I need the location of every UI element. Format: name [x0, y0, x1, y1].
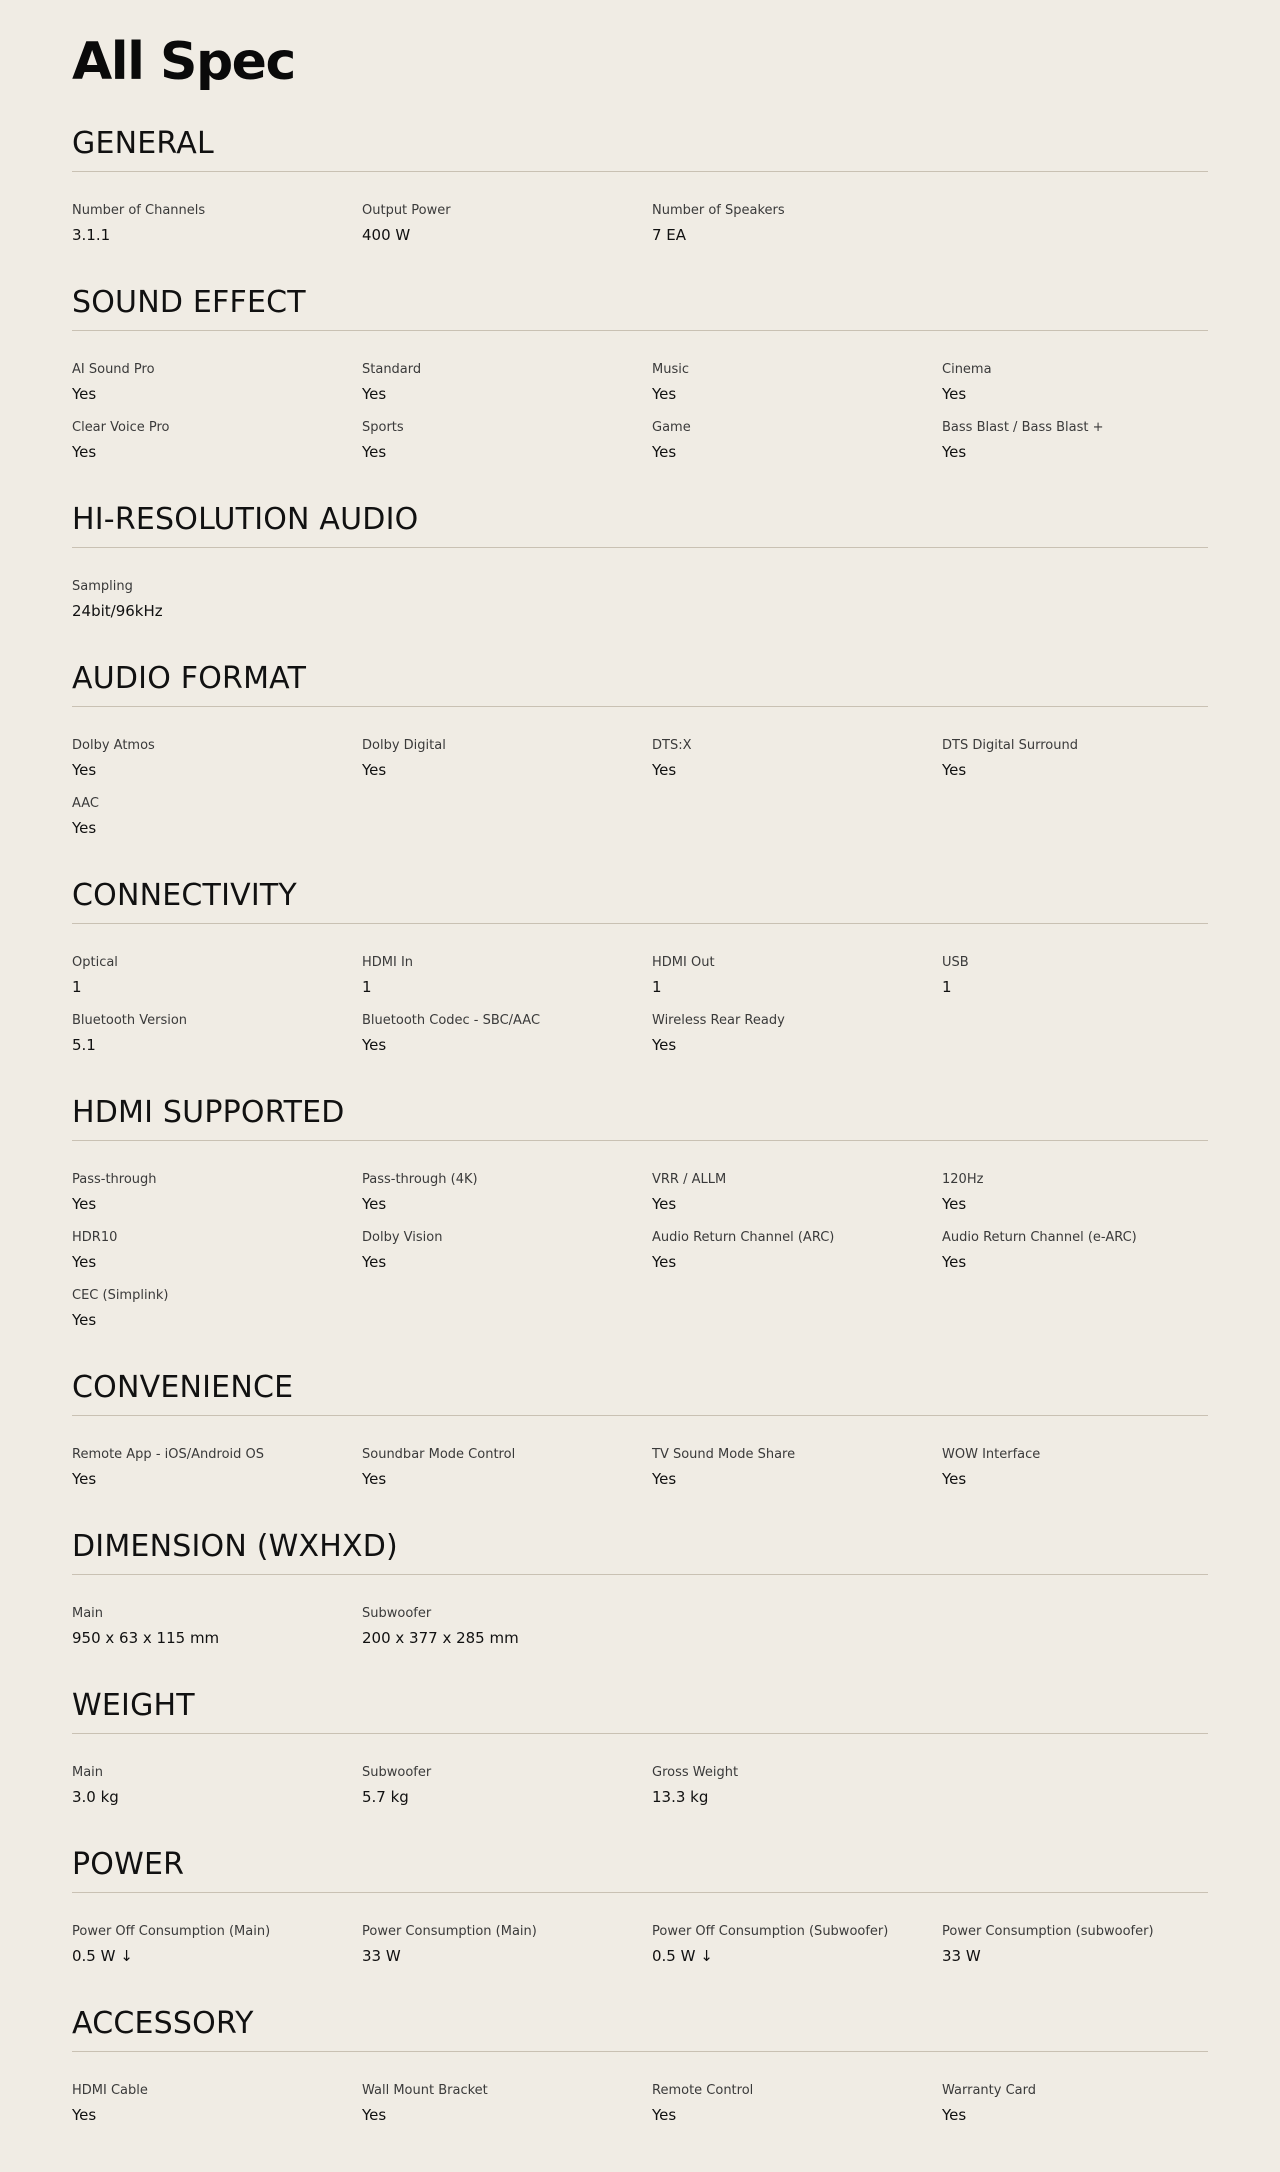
spec-value: Yes	[942, 1195, 967, 1213]
spec-value: Yes	[652, 1036, 677, 1054]
section-heading: CONNECTIVITY	[72, 878, 297, 913]
spec-value: 33 W	[942, 1947, 981, 1965]
spec-value: Yes	[652, 1253, 677, 1271]
spec-value: Yes	[942, 1253, 967, 1271]
spec-value: 400 W	[362, 226, 411, 244]
spec-label: Audio Return Channel (ARC)	[652, 1230, 835, 1245]
spec-value: Yes	[72, 2106, 97, 2124]
spec-value: Yes	[72, 1253, 97, 1271]
spec-item-audio-return-channel-e-arc	[942, 1230, 1222, 1271]
spec-item-wow-interface	[942, 1447, 1222, 1488]
spec-value: Yes	[652, 761, 677, 779]
spec-item-subwoofer	[362, 1765, 642, 1806]
section-heading: DIMENSION (WXHXD)	[72, 1529, 398, 1564]
spec-item-hdr10	[72, 1230, 352, 1271]
spec-item-bluetooth-version	[72, 1013, 352, 1054]
spec-value: Yes	[652, 385, 677, 403]
spec-label: HDMI In	[362, 955, 414, 970]
spec-label: Standard	[362, 362, 422, 377]
spec-value: Yes	[942, 385, 967, 403]
spec-label: Cinema	[942, 362, 992, 377]
spec-value: 0.5 W ↓	[652, 1947, 713, 1965]
spec-item-tv-sound-mode-share	[652, 1447, 932, 1488]
spec-item-optical	[72, 955, 352, 996]
spec-value: Yes	[72, 443, 97, 461]
section-heading: POWER	[72, 1847, 185, 1882]
spec-value: 1	[362, 978, 372, 996]
spec-value: Yes	[362, 2106, 387, 2124]
spec-label: Bass Blast / Bass Blast +	[942, 420, 1104, 435]
spec-label: Sampling	[72, 579, 133, 594]
spec-item-dts-digital-surround	[942, 738, 1222, 779]
section-divider	[72, 706, 1208, 707]
spec-value: 0.5 W ↓	[72, 1947, 133, 1965]
spec-label: Game	[652, 420, 691, 435]
section-divider	[72, 1733, 1208, 1734]
spec-value: Yes	[362, 1470, 387, 1488]
spec-item-wall-mount-bracket	[362, 2083, 642, 2124]
spec-item-game	[652, 420, 932, 461]
section-divider	[72, 1892, 1208, 1893]
spec-label: Bluetooth Version	[72, 1013, 188, 1028]
spec-label: VRR / ALLM	[652, 1172, 727, 1187]
spec-label: Power Off Consumption (Main)	[72, 1924, 271, 1939]
spec-label: Music	[652, 362, 689, 377]
spec-value: 13.3 kg	[652, 1788, 709, 1806]
spec-value: Yes	[942, 2106, 967, 2124]
spec-item-pass-through-4k	[362, 1172, 642, 1213]
spec-value: Yes	[72, 819, 97, 837]
spec-value: 7 EA	[652, 226, 687, 244]
section-divider	[72, 1415, 1208, 1416]
spec-item-usb	[942, 955, 1222, 996]
spec-item-wireless-rear-ready	[652, 1013, 932, 1054]
spec-label: WOW Interface	[942, 1447, 1041, 1462]
spec-value: 200 x 377 x 285 mm	[362, 1629, 519, 1647]
spec-label: Power Consumption (Main)	[362, 1924, 537, 1939]
spec-value: Yes	[942, 761, 967, 779]
spec-value: Yes	[362, 761, 387, 779]
section-heading: WEIGHT	[72, 1688, 195, 1723]
spec-item-remote-app-ios-android-os	[72, 1447, 352, 1488]
spec-label: DTS Digital Surround	[942, 738, 1078, 753]
spec-label: Main	[72, 1765, 104, 1780]
spec-value: 33 W	[362, 1947, 401, 1965]
spec-label: Remote App - iOS/Android OS	[72, 1447, 264, 1462]
spec-label: Sports	[362, 420, 404, 435]
spec-item-ai-sound-pro	[72, 362, 352, 403]
spec-label: Remote Control	[652, 2083, 754, 2098]
spec-item-vrr-allm	[652, 1172, 932, 1213]
spec-label: Output Power	[362, 203, 451, 218]
spec-item-output-power	[362, 203, 642, 244]
spec-value: Yes	[942, 1470, 967, 1488]
spec-label: Number of Speakers	[652, 203, 785, 218]
spec-value: Yes	[72, 1311, 97, 1329]
spec-label: Soundbar Mode Control	[362, 1447, 516, 1462]
spec-item-pass-through	[72, 1172, 352, 1213]
spec-item-main	[72, 1606, 352, 1647]
spec-item-number-of-speakers	[652, 203, 932, 244]
spec-value: Yes	[72, 385, 97, 403]
spec-label: Dolby Digital	[362, 738, 446, 753]
section-divider	[72, 923, 1208, 924]
spec-value: Yes	[652, 1470, 677, 1488]
spec-label: AI Sound Pro	[72, 362, 155, 377]
spec-item-power-consumption-subwoofer	[942, 1924, 1222, 1965]
spec-item-sampling	[72, 579, 352, 620]
section-divider	[72, 330, 1208, 331]
spec-value: Yes	[942, 443, 967, 461]
section-heading: ACCESSORY	[72, 2006, 254, 2041]
section-heading: SOUND EFFECT	[72, 285, 306, 320]
spec-item-remote-control	[652, 2083, 932, 2124]
spec-value: 950 x 63 x 115 mm	[72, 1629, 220, 1647]
spec-label: HDR10	[72, 1230, 118, 1245]
spec-label: Pass-through (4K)	[362, 1172, 478, 1187]
spec-value: 3.0 kg	[72, 1788, 119, 1806]
spec-item-dolby-atmos	[72, 738, 352, 779]
spec-item-power-consumption-main	[362, 1924, 642, 1965]
spec-label: USB	[942, 955, 969, 970]
spec-item-number-of-channels	[72, 203, 352, 244]
spec-item-dts-x	[652, 738, 932, 779]
page-title: All Spec	[72, 32, 295, 92]
spec-label: Wall Mount Bracket	[362, 2083, 488, 2098]
spec-label: Bluetooth Codec - SBC/AAC	[362, 1013, 541, 1028]
spec-label: Subwoofer	[362, 1606, 432, 1621]
spec-label: Power Consumption (subwoofer)	[942, 1924, 1154, 1939]
spec-value: 24bit/96kHz	[72, 602, 163, 620]
spec-value: Yes	[362, 385, 387, 403]
spec-item-main	[72, 1765, 352, 1806]
spec-label: 120Hz	[942, 1172, 984, 1187]
section-divider	[72, 1574, 1208, 1575]
spec-label: TV Sound Mode Share	[652, 1447, 796, 1462]
spec-item-music	[652, 362, 932, 403]
section-divider	[72, 547, 1208, 548]
spec-item-hdmi-cable	[72, 2083, 352, 2124]
spec-item-hdmi-out	[652, 955, 932, 996]
spec-label: DTS:X	[652, 738, 692, 753]
spec-item-hdmi-in	[362, 955, 642, 996]
spec-item-clear-voice-pro	[72, 420, 352, 461]
spec-value: Yes	[72, 1195, 97, 1213]
spec-value: Yes	[72, 761, 97, 779]
spec-label: Dolby Vision	[362, 1230, 443, 1245]
spec-item-power-off-consumption-subwoofer	[652, 1924, 932, 1965]
spec-value: 1	[942, 978, 952, 996]
spec-value: 1	[72, 978, 82, 996]
spec-label: Optical	[72, 955, 118, 970]
spec-label: Dolby Atmos	[72, 738, 155, 753]
spec-item-sports	[362, 420, 642, 461]
spec-label: AAC	[72, 796, 99, 811]
spec-label: Main	[72, 1606, 104, 1621]
section-heading: AUDIO FORMAT	[72, 661, 307, 696]
spec-value: 5.7 kg	[362, 1788, 409, 1806]
spec-value: 1	[652, 978, 662, 996]
spec-item-cinema	[942, 362, 1222, 403]
spec-item-cec-simplink	[72, 1288, 352, 1329]
section-divider	[72, 171, 1208, 172]
section-divider	[72, 1140, 1208, 1141]
spec-item-power-off-consumption-main	[72, 1924, 352, 1965]
spec-value: Yes	[652, 443, 677, 461]
spec-label: Clear Voice Pro	[72, 420, 170, 435]
spec-item-subwoofer	[362, 1606, 642, 1647]
spec-label: Wireless Rear Ready	[652, 1013, 785, 1028]
section-divider	[72, 2051, 1208, 2052]
spec-label: CEC (Simplink)	[72, 1288, 169, 1303]
spec-value: Yes	[362, 1195, 387, 1213]
spec-label: Warranty Card	[942, 2083, 1036, 2098]
section-heading: GENERAL	[72, 126, 214, 161]
spec-value: Yes	[72, 1470, 97, 1488]
spec-label: Number of Channels	[72, 203, 206, 218]
spec-item-dolby-digital	[362, 738, 642, 779]
spec-item-standard	[362, 362, 642, 403]
spec-label: Power Off Consumption (Subwoofer)	[652, 1924, 889, 1939]
spec-value: Yes	[652, 2106, 677, 2124]
spec-item-bass-blast-bass-blast	[942, 420, 1222, 461]
section-heading: CONVENIENCE	[72, 1370, 294, 1405]
spec-value: Yes	[362, 1036, 387, 1054]
spec-value: Yes	[652, 1195, 677, 1213]
spec-item-dolby-vision	[362, 1230, 642, 1271]
spec-value: Yes	[362, 1253, 387, 1271]
spec-value: Yes	[362, 443, 387, 461]
spec-item-aac	[72, 796, 352, 837]
spec-item-120hz	[942, 1172, 1222, 1213]
spec-item-bluetooth-codec-sbc-aac	[362, 1013, 642, 1054]
spec-item-audio-return-channel-arc	[652, 1230, 932, 1271]
spec-label: Subwoofer	[362, 1765, 432, 1780]
spec-label: HDMI Out	[652, 955, 715, 970]
spec-label: Gross Weight	[652, 1765, 739, 1780]
spec-label: Pass-through	[72, 1172, 157, 1187]
spec-value: 5.1	[72, 1036, 96, 1054]
spec-item-soundbar-mode-control	[362, 1447, 642, 1488]
spec-value: 3.1.1	[72, 226, 111, 244]
spec-item-warranty-card	[942, 2083, 1222, 2124]
section-heading: HI-RESOLUTION AUDIO	[72, 502, 419, 537]
spec-item-gross-weight	[652, 1765, 932, 1806]
section-heading: HDMI SUPPORTED	[72, 1095, 345, 1130]
spec-label: Audio Return Channel (e-ARC)	[942, 1230, 1137, 1245]
spec-label: HDMI Cable	[72, 2083, 148, 2098]
